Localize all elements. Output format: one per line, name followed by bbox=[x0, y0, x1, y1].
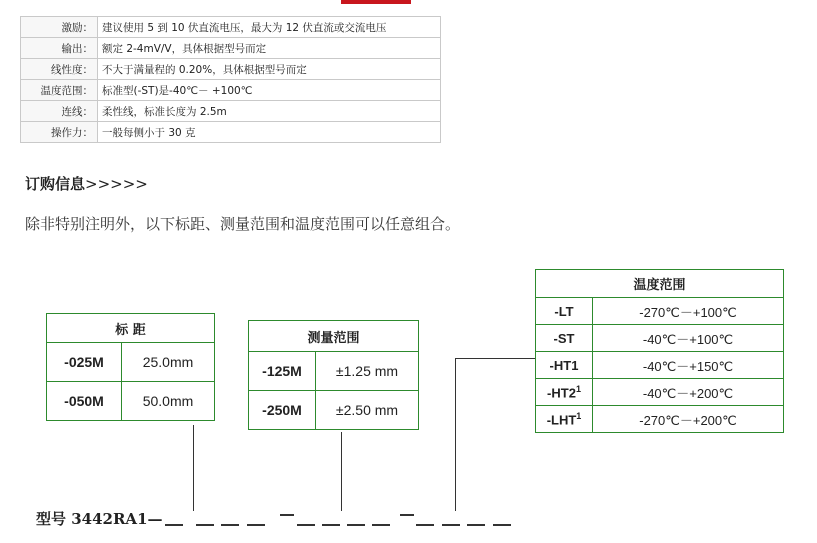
table-row bbox=[21, 17, 441, 38]
table-row bbox=[249, 391, 419, 430]
spec-value: 一般每侧小于 30 克 bbox=[98, 122, 441, 143]
table-row bbox=[21, 122, 441, 143]
table-row bbox=[47, 382, 215, 421]
header-accent-bar bbox=[341, 0, 411, 4]
option-code bbox=[536, 406, 593, 433]
footnote-marker: 1 bbox=[576, 410, 582, 421]
option-value: -270℃－+100℃ bbox=[593, 298, 784, 325]
spec-label: 输出： bbox=[21, 38, 98, 59]
ordering-heading-text: 订购信息 bbox=[25, 175, 86, 193]
ordering-heading bbox=[25, 173, 148, 194]
table-row bbox=[21, 101, 441, 122]
model-separator bbox=[400, 514, 414, 516]
temp-range-title: 温度范围 bbox=[536, 270, 784, 298]
ordering-heading-arrows: >>>>> bbox=[85, 175, 148, 193]
model-slot bbox=[442, 524, 460, 526]
spec-label: 激励： bbox=[21, 17, 98, 38]
option-code-text: -LT bbox=[554, 303, 574, 319]
footnote-marker: 1 bbox=[575, 383, 581, 394]
model-prefix: 型号 3442RA1— bbox=[36, 510, 163, 528]
spec-table bbox=[20, 16, 441, 143]
table-row bbox=[536, 379, 784, 406]
table-row bbox=[249, 352, 419, 391]
option-code bbox=[536, 325, 593, 352]
connector-line bbox=[193, 425, 194, 511]
option-code-text: -HT2 bbox=[547, 385, 576, 401]
spec-label: 线性度： bbox=[21, 59, 98, 80]
table-row bbox=[536, 406, 784, 433]
option-code: -025M bbox=[47, 343, 122, 382]
spec-value: 不大于满量程的 0.20%，具体根据型号而定 bbox=[98, 59, 441, 80]
option-value: -270℃－+200℃ bbox=[593, 406, 784, 433]
option-value: -40℃－+100℃ bbox=[593, 325, 784, 352]
spec-value: 建议使用 5 到 10 伏直流电压，最大为 12 伏直流或交流电压 bbox=[98, 17, 441, 38]
table-row bbox=[536, 298, 784, 325]
option-code bbox=[536, 298, 593, 325]
option-code-text: -ST bbox=[553, 330, 575, 346]
table-row bbox=[21, 80, 441, 101]
connector-line bbox=[455, 358, 456, 511]
model-slot bbox=[247, 524, 265, 526]
model-separator bbox=[280, 514, 294, 516]
gauge-length-table bbox=[46, 313, 215, 421]
model-slot bbox=[467, 524, 485, 526]
option-code: -050M bbox=[47, 382, 122, 421]
option-value: ±2.50 mm bbox=[316, 391, 419, 430]
model-slot bbox=[493, 524, 511, 526]
model-slot bbox=[416, 524, 434, 526]
table-row bbox=[536, 325, 784, 352]
spec-value: 柔性线，标准长度为 2.5m bbox=[98, 101, 441, 122]
model-slot bbox=[165, 524, 183, 526]
model-slot bbox=[221, 524, 239, 526]
connector-line bbox=[455, 358, 535, 359]
table-row bbox=[47, 343, 215, 382]
option-code bbox=[536, 352, 593, 379]
option-value: -40℃－+150℃ bbox=[593, 352, 784, 379]
option-code: -250M bbox=[249, 391, 316, 430]
measure-range-title: 测量范围 bbox=[249, 321, 419, 352]
ordering-note: 除非特别注明外，以下标距、测量范围和温度范围可以任意组合。 bbox=[25, 215, 461, 233]
connector-line bbox=[341, 432, 342, 511]
gauge-length-title: 标 距 bbox=[47, 314, 215, 343]
spec-label: 连线： bbox=[21, 101, 98, 122]
table-row bbox=[536, 352, 784, 379]
table-row bbox=[21, 59, 441, 80]
model-slot bbox=[347, 524, 365, 526]
option-value: ±1.25 mm bbox=[316, 352, 419, 391]
model-slot bbox=[196, 524, 214, 526]
option-value: 50.0mm bbox=[122, 382, 215, 421]
spec-value: 标准型(-ST)是-40℃－ +100℃ bbox=[98, 80, 441, 101]
temp-range-table bbox=[535, 269, 784, 433]
spec-value: 额定 2-4mV/V，具体根据型号而定 bbox=[98, 38, 441, 59]
model-slot bbox=[322, 524, 340, 526]
option-code-text: -LHT bbox=[546, 412, 577, 428]
option-value: 25.0mm bbox=[122, 343, 215, 382]
model-slot bbox=[372, 524, 390, 526]
model-slot bbox=[297, 524, 315, 526]
option-code bbox=[536, 379, 593, 406]
option-code-text: -HT1 bbox=[549, 357, 579, 373]
option-value: -40℃－+200℃ bbox=[593, 379, 784, 406]
spec-label: 温度范围： bbox=[21, 80, 98, 101]
spec-label: 操作力： bbox=[21, 122, 98, 143]
table-row bbox=[21, 38, 441, 59]
option-code: -125M bbox=[249, 352, 316, 391]
measure-range-table bbox=[248, 320, 419, 430]
